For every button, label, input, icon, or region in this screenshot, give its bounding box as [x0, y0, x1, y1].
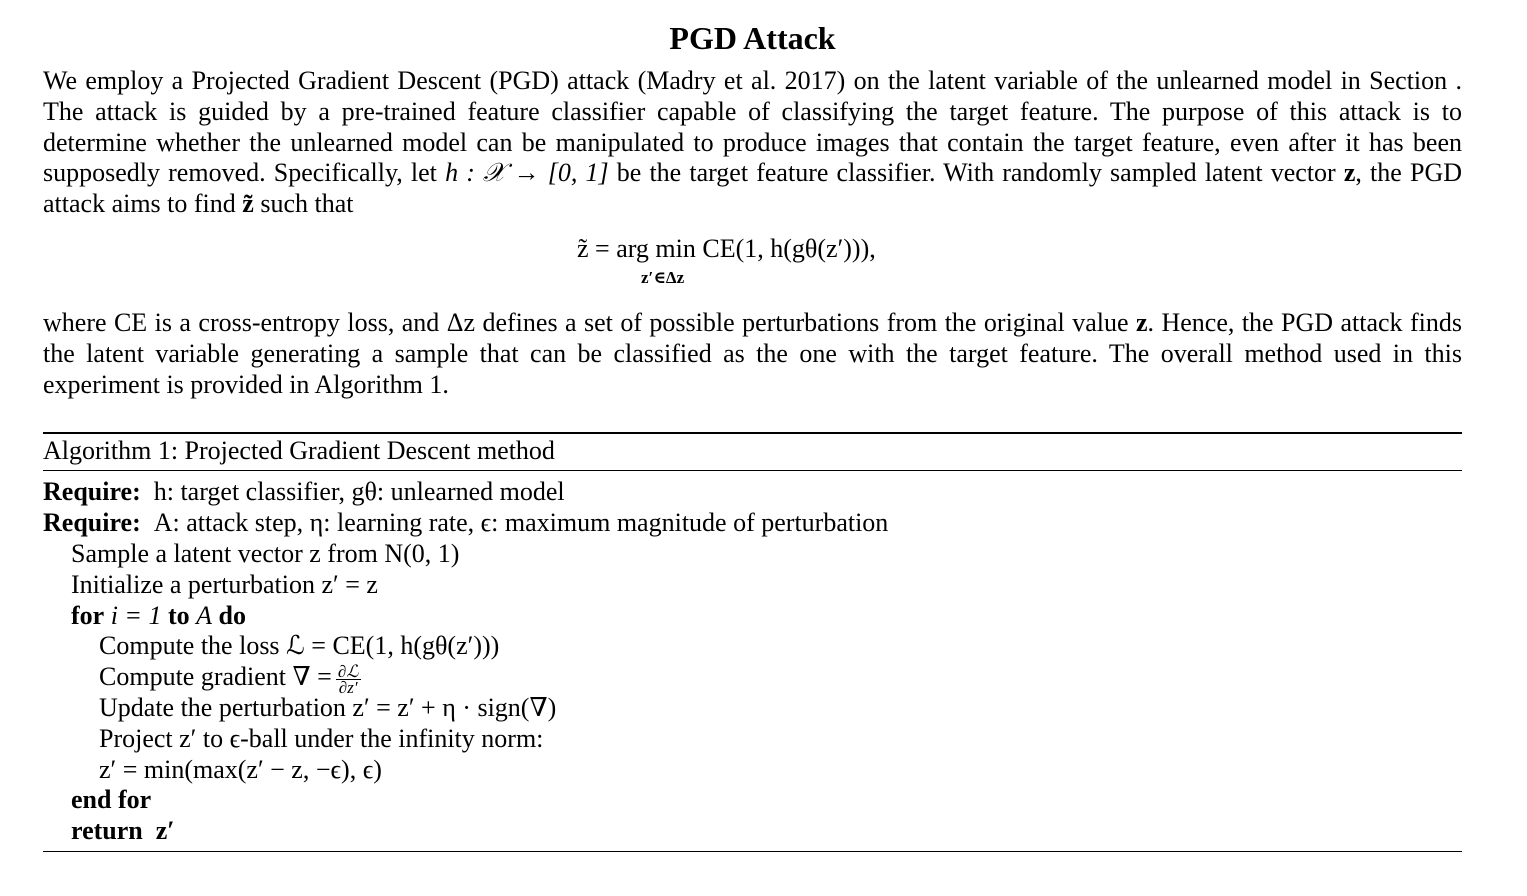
step-project: Project z′ to ϵ-ball under the infinity norm: — [99, 723, 544, 753]
require-keyword: Require: — [43, 508, 141, 538]
step-grad — [43, 661, 1462, 697]
algorithm-box — [43, 432, 1462, 852]
grad-text: Compute gradient ∇ = — [99, 662, 332, 692]
end-for-line: end for — [71, 785, 152, 815]
section-title: PGD Attack — [669, 20, 836, 56]
for-variable: A — [196, 600, 213, 630]
for-keyword: for — [71, 600, 105, 630]
require-line-2 — [43, 508, 1462, 539]
return-keyword: return — [71, 816, 143, 846]
intro-paragraph — [43, 66, 1462, 220]
return-line — [43, 816, 1462, 847]
to-keyword: to — [167, 600, 190, 630]
explain-text-a: where CE is a cross-entropy loss, and — [43, 307, 447, 337]
argmin-equation — [43, 228, 1462, 306]
explanation-paragraph — [43, 308, 1462, 400]
fraction-numerator: ∂ℒ — [337, 661, 359, 681]
explain-text-b: defines a set of possible perturbations from the original value — [475, 307, 1136, 337]
fraction-denominator: ∂z′ — [338, 677, 358, 697]
step-sample: Sample a latent vector z from N(0, 1) — [71, 538, 460, 568]
latent-z-tilde: z̃ — [242, 189, 254, 219]
intro-text-c: , the PGD attack aims to find — [43, 158, 1462, 219]
delta-z: Δz — [446, 307, 476, 337]
step-clip: z′ = min(max(z′ − z, −ϵ), ϵ) — [99, 754, 382, 784]
algorithm-body — [43, 471, 1462, 852]
require-text-1: h: target classifier, gθ: unlearned model — [153, 477, 565, 507]
original-z: z — [1135, 307, 1148, 337]
for-line — [43, 601, 1462, 632]
do-keyword: do — [218, 600, 247, 630]
classifier-definition: h : 𝒳 → [0, 1] — [445, 158, 609, 188]
latent-z: z — [1343, 158, 1356, 188]
equation-subscript: z′∈Δz — [641, 267, 685, 287]
require-text-2: A: attack step, η: learning rate, ϵ: maximum magnitude of perturbation — [153, 508, 889, 538]
step-init: Initialize a perturbation z′ = z — [71, 569, 378, 599]
step-update: Update the perturbation z′ = z′ + η · sign(∇) — [99, 692, 557, 722]
intro-text-b: be the target feature classifier. With randomly sampled latent vector — [608, 158, 1344, 188]
require-line-1 — [43, 477, 1462, 508]
explain-text-c: . Hence, the PGD attack finds the latent variable generating a sample that can be classified as the one with the target feature. The overall method used in this experiment is provided in Algorithm 1. — [43, 307, 1462, 399]
step-loss: Compute the loss ℒ = CE(1, h(gθ(z′))) — [99, 631, 500, 661]
intro-text-a: We employ a Projected Gradient Descent (PGD) attack (Madry et al. 2017) on the latent variable of the unlearned model in Section . The attack is guided by a pre-trained feature classifier capable of classifying the target feature. The purpose of this attack is to determine whether the unlearned model can be manipulated to produce images that contain the target feature, even after it has been supposedly removed. Specifically, let — [43, 66, 1462, 188]
intro-text-d: such that — [253, 189, 354, 219]
require-keyword: Require: — [43, 477, 141, 507]
algorithm-caption: Algorithm 1: Projected Gradient Descent method — [43, 434, 1462, 471]
equation-main: z̃ = arg min CE(1, h(gθ(z′))), — [577, 233, 876, 263]
for-expression: i = 1 — [110, 600, 162, 630]
paper-page — [43, 0, 1462, 852]
return-value: z′ — [155, 816, 175, 846]
gradient-fraction — [336, 661, 361, 697]
